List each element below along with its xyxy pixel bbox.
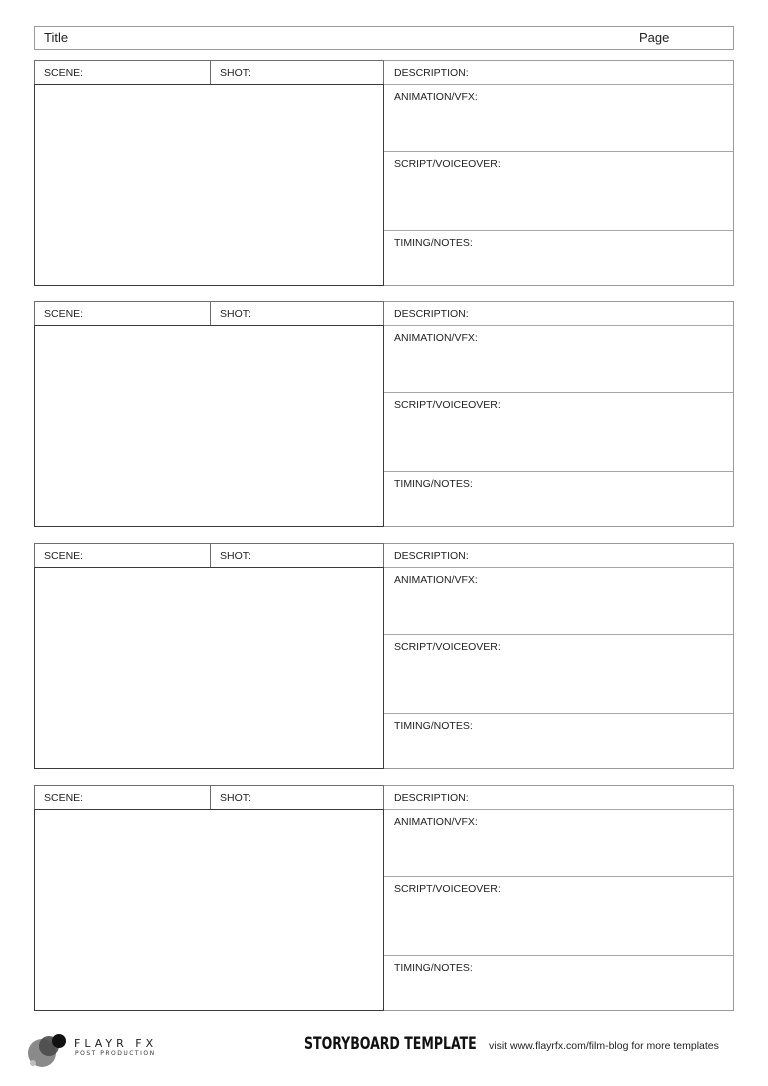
description-field[interactable] — [384, 302, 733, 326]
animation-vfx-field[interactable] — [384, 85, 733, 152]
visit-link[interactable]: visit www.flayrfx.com/film-blog for more templates — [489, 1040, 719, 1052]
script-voiceover-label: SCRIPT/VOICEOVER: — [394, 883, 501, 895]
script-voiceover-label: SCRIPT/VOICEOVER: — [394, 399, 501, 411]
template-title: STORYBOARD TEMPLATE — [304, 1034, 477, 1054]
script-voiceover-label: SCRIPT/VOICEOVER: — [394, 641, 501, 653]
page-label: Page — [639, 30, 670, 45]
shot-field[interactable]: SHOT: — [220, 550, 251, 562]
notes-column — [384, 785, 734, 1011]
description-field[interactable] — [384, 61, 733, 85]
footer — [0, 1020, 768, 1086]
logo-name: FLAYR FX — [74, 1037, 158, 1050]
sketch-area[interactable] — [34, 84, 384, 286]
storyboard-frame-2 — [34, 301, 734, 528]
storyboard-frame-1 — [34, 60, 734, 287]
description-label: DESCRIPTION: — [394, 67, 469, 79]
timing-notes-field[interactable] — [384, 956, 733, 1012]
scene-shot-header — [34, 301, 384, 326]
sketch-area[interactable] — [34, 567, 384, 769]
script-voiceover-field[interactable] — [384, 635, 733, 714]
animation-vfx-label: ANIMATION/VFX: — [394, 574, 478, 586]
shot-field[interactable]: SHOT: — [220, 308, 251, 320]
animation-vfx-field[interactable] — [384, 568, 733, 635]
shot-field[interactable]: SHOT: — [220, 67, 251, 79]
scene-field[interactable]: SCENE: — [44, 792, 84, 804]
scene-shot-header — [34, 785, 384, 810]
storyboard-frame-3 — [34, 543, 734, 770]
logo-subtitle: POST PRODUCTION — [75, 1050, 156, 1057]
scene-shot-header — [34, 60, 384, 85]
notes-column — [384, 543, 734, 769]
description-field[interactable] — [384, 544, 733, 568]
timing-notes-field[interactable] — [384, 231, 733, 287]
animation-vfx-label: ANIMATION/VFX: — [394, 816, 478, 828]
script-voiceover-field[interactable] — [384, 152, 733, 231]
script-voiceover-field[interactable] — [384, 393, 733, 472]
notes-column — [384, 60, 734, 286]
timing-notes-label: TIMING/NOTES: — [394, 478, 473, 490]
timing-notes-label: TIMING/NOTES: — [394, 720, 473, 732]
description-label: DESCRIPTION: — [394, 308, 469, 320]
scene-field[interactable]: SCENE: — [44, 550, 84, 562]
timing-notes-label: TIMING/NOTES: — [394, 962, 473, 974]
title-bar[interactable] — [34, 26, 734, 50]
shot-field[interactable]: SHOT: — [220, 792, 251, 804]
description-field[interactable] — [384, 786, 733, 810]
animation-vfx-label: ANIMATION/VFX: — [394, 91, 478, 103]
animation-vfx-field[interactable] — [384, 326, 733, 393]
timing-notes-field[interactable] — [384, 714, 733, 770]
animation-vfx-label: ANIMATION/VFX: — [394, 332, 478, 344]
sketch-area[interactable] — [34, 809, 384, 1011]
description-label: DESCRIPTION: — [394, 792, 469, 804]
description-label: DESCRIPTION: — [394, 550, 469, 562]
animation-vfx-field[interactable] — [384, 810, 733, 877]
script-voiceover-label: SCRIPT/VOICEOVER: — [394, 158, 501, 170]
scene-field[interactable]: SCENE: — [44, 308, 84, 320]
sketch-area[interactable] — [34, 325, 384, 527]
title-label: Title — [44, 30, 69, 45]
notes-column — [384, 301, 734, 527]
script-voiceover-field[interactable] — [384, 877, 733, 956]
flayr-logo-icon — [26, 1026, 70, 1070]
timing-notes-label: TIMING/NOTES: — [394, 237, 473, 249]
scene-shot-header — [34, 543, 384, 568]
storyboard-frame-4 — [34, 785, 734, 1012]
timing-notes-field[interactable] — [384, 472, 733, 528]
scene-field[interactable]: SCENE: — [44, 67, 84, 79]
